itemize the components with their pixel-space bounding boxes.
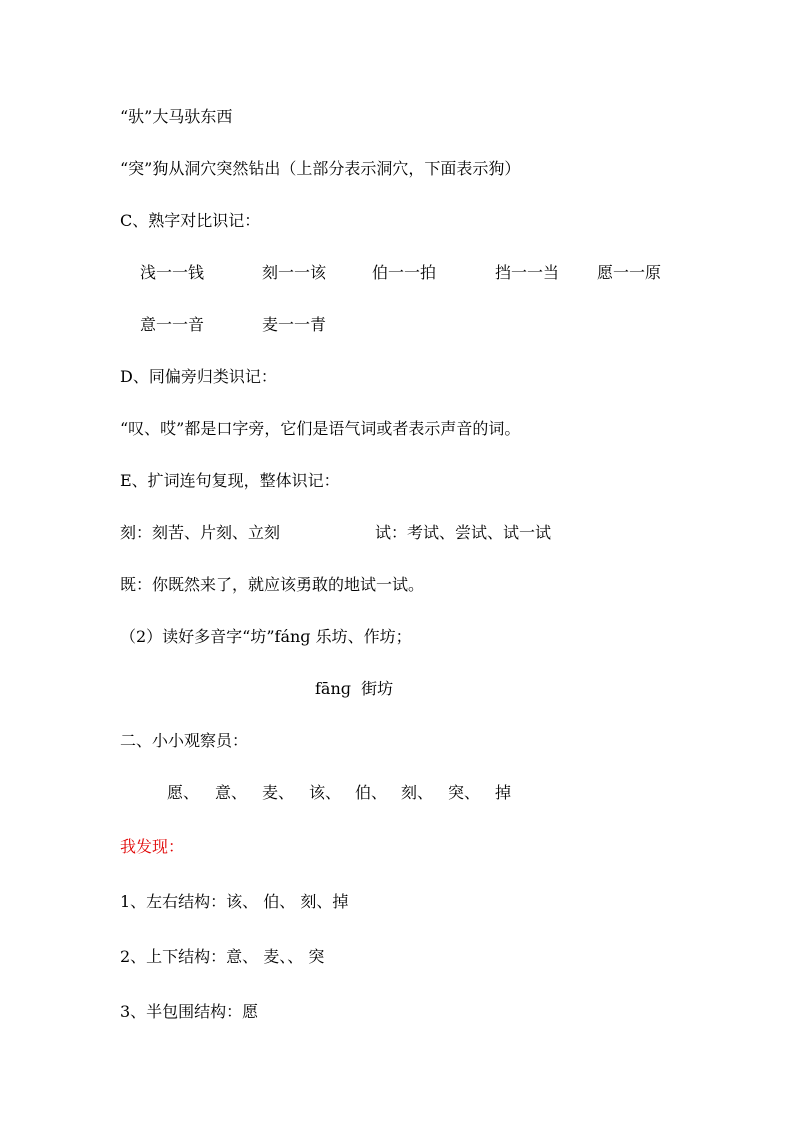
line-polyphone-2: fānɡ 街坊 <box>315 679 394 698</box>
observe-char: 伯、 <box>355 783 388 802</box>
compare-row-2 <box>0 315 794 335</box>
heading-e: E、扩词连句复现，整体识记： <box>120 471 340 490</box>
line-tuo: “驮”大马驮东西 <box>120 107 233 126</box>
compare-pair: 刻一一该 <box>262 263 327 282</box>
observe-chars-row <box>0 783 794 803</box>
expand-ke: 刻：刻苦、片刻、立刻 <box>120 523 281 542</box>
expand-shi: 试：考试、尝试、试一试 <box>375 523 552 542</box>
compare-pair: 意一一音 <box>140 315 205 334</box>
compare-pair: 伯一一拍 <box>372 263 437 282</box>
heading-c: C、熟字对比识记： <box>120 211 261 230</box>
observe-char: 掉 <box>495 783 512 802</box>
observe-char: 麦、 <box>262 783 295 802</box>
heading-d: D、同偏旁归类识记： <box>120 367 277 386</box>
line-sentence: 既：你既然来了，就应该勇敢的地试一试。 <box>120 575 425 594</box>
line-radical: “叹、哎”都是口字旁，它们是语气词或者表示声音的词。 <box>120 419 521 438</box>
structure-top-bottom: 2、上下结构：意、 麦、、 突 <box>120 947 325 966</box>
compare-pair: 愿一一原 <box>597 263 662 282</box>
heading-observer: 二、小小观察员： <box>120 731 249 750</box>
observe-char: 意、 <box>215 783 248 802</box>
compare-pair: 麦一一青 <box>262 315 327 334</box>
heading-discover: 我发现： <box>120 837 185 856</box>
observe-char: 刻、 <box>401 783 434 802</box>
structure-half-enclosed: 3、半包围结构：愿 <box>120 1002 259 1021</box>
compare-pair: 挡一一当 <box>495 263 560 282</box>
structure-left-right: 1、左右结构：该、 伯、 刻、掉 <box>120 892 349 911</box>
line-polyphone-1: （2）读好多音字“坊”fánɡ 乐坊、作坊； <box>120 627 412 646</box>
observe-char: 该、 <box>309 783 342 802</box>
compare-pair: 浅一一钱 <box>140 263 205 282</box>
expand-words-row <box>0 523 794 543</box>
observe-char: 突、 <box>448 783 481 802</box>
compare-row-1 <box>0 263 794 283</box>
observe-char: 愿、 <box>167 783 200 802</box>
line-tu: “突”狗从洞穴突然钻出（上部分表示洞穴，下面表示狗） <box>120 159 521 178</box>
